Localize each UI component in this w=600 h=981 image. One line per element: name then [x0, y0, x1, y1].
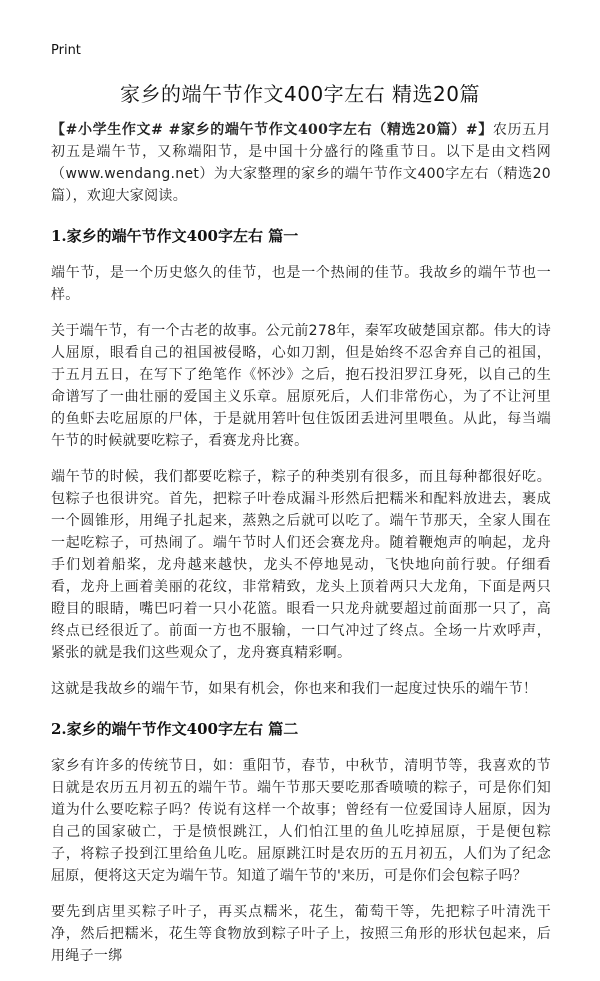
- section-2-paragraph: 家乡有许多的传统节日，如：重阳节，春节，中秋节，清明节等，我喜欢的节日就是农历五月初五的端午节。端午节那天要吃那香喷喷的粽子，可是你们知道为什么要吃粽子吗？传说有这样一个故事；曾经有一位爱国诗人屈原，因为自己的国家破亡，于是愤恨跳江，人们怕江里的鱼儿吃掉屈原，于是便包粽子，将粽子投到江里给鱼儿吃。屈原跳江时是农历的五月初五，人们为了纪念屈原，便将这天定为端午节。知道了端午节的'来历，可是你们会包粽子吗？: [51, 758, 551, 884]
- section-heading-1: 1.家乡的端午节作文400字左右 篇一: [51, 227, 299, 245]
- intro-paragraph: [51, 119, 551, 207]
- section-1-paragraph: 这就是我故乡的端午节，如果有机会，你也来和我们一起度过快乐的端午节！: [51, 681, 538, 697]
- section-1-paragraph: 关于端午节，有一个古老的故事。公元前278年，秦军攻破楚国京都。伟大的诗人屈原，眼看自己的祖国被侵略，心如刀割，但是始终不忍舍弃自己的祖国，于五月五日，在写下了绝笔作《怀沙》之后，抱石投汨罗江身死，以自己的生命谱写了一曲壮丽的爱国主义乐章。屈原死后，人们非常伤心，为了不让河里的鱼虾去吃屈原的尸体，于是就用箬叶包住饭团丢进河里喂鱼。从此，每当端午节的时候就要吃粽子，看赛龙舟比赛。: [51, 323, 551, 449]
- intro-tags: 【#小学生作文# #家乡的端午节作文400字左右（精选20篇）#】: [51, 122, 493, 138]
- intro-text: 农历五月初五是端午节，又称端阳节，是中国十分盛行的隆重节日。以下是由文档网（www.wendang.net）为大家整理的家乡的端午节作文400字左右（精选20篇），欢迎大家阅读。: [51, 122, 552, 204]
- section-heading-2: 2.家乡的端午节作文400字左右 篇二: [51, 720, 299, 738]
- document-title: 家乡的端午节作文400字左右 精选20篇: [120, 82, 480, 106]
- section-1-paragraph: 端午节，是一个历史悠久的佳节，也是一个热闹的佳节。我故乡的端午节也一样。: [51, 265, 551, 303]
- print-link[interactable]: Print: [51, 43, 81, 58]
- article-body: [51, 119, 551, 981]
- section-2-paragraph: 要先到店里买粽子叶子，再买点糯米，花生，葡萄干等，先把粽子叶清洗干净，然后把糯米，花生等食物放到粽子叶子上，按照三角形的形状包起来，后用绳子一绑: [51, 904, 551, 964]
- section-1-paragraph: 端午节的时候，我们都要吃粽子，粽子的种类别有很多，而且每种都很好吃。包粽子也很讲究。首先，把粽子叶卷成漏斗形然后把糯米和配料放进去，裹成一个圆锥形，用绳子扎起来，蒸熟之后就可以吃了。端午节那天，全家人围在一起吃粽子，可热闹了。端午节时人们还会赛龙舟。随着鞭炮声的响起，龙舟手们划着船桨，龙舟越来越快，龙头不停地晃动，飞快地向前行驶。仔细看看，龙舟上画着美丽的花纹，非常精致，龙头上顶着两只大龙角，下面是两只瞪目的眼睛，嘴巴叼着一只小花篮。眼看一只龙舟就要超过前面那一只了，高终点已经很近了。前面一方也不服输，一口气冲过了终点。全场一片欢呼声，紧张的就是我们这些观众了，龙舟赛真精彩啊。: [51, 469, 551, 661]
